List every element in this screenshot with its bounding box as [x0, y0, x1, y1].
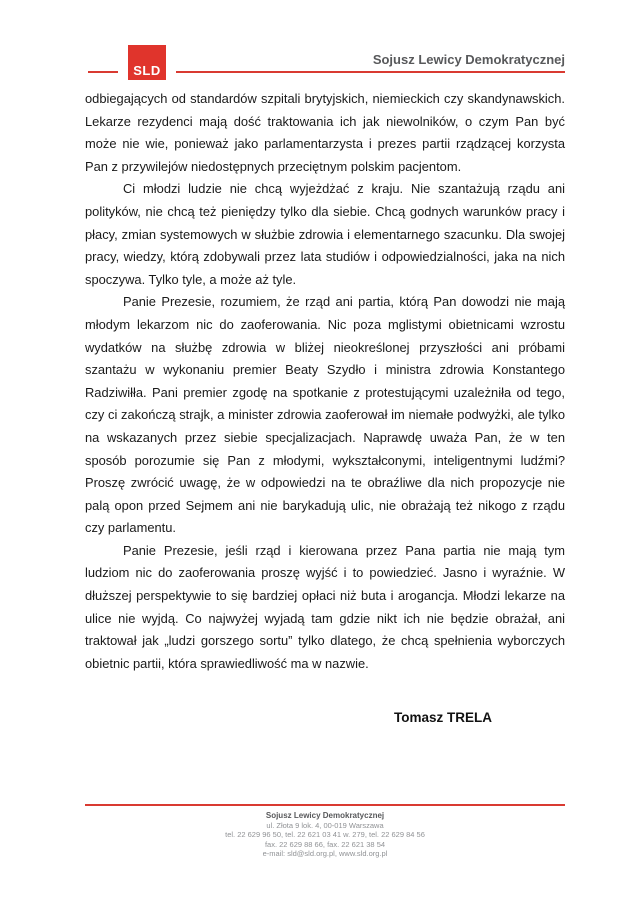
header-right-rule — [176, 71, 565, 73]
letter-body — [85, 88, 565, 675]
paragraph: Ci młodzi ludzie nie chcą wyjeżdżać z kraju. Nie szantażują rządu ani polityków, nie chcą też pieniędzy tylko dla siebie. Chcą godnych warunków pracy i płacy, zmian systemowych w służbie zdrowia i elementarnego szacunku. Dla swojej pracy, wiedzy, którą zdobywali przez lata studiów i odpowiedzialności, jaka na nich spoczywa. Tylko tyle, a może aż tyle. — [85, 181, 565, 287]
letter-footer — [85, 804, 565, 859]
footer-rule — [85, 804, 565, 806]
footer-faxes: fax. 22 629 88 66, fax. 22 621 38 54 — [264, 839, 386, 849]
footer-org-name: Sojusz Lewicy Demokratycznej — [265, 811, 385, 820]
footer-email-web: e-mail: sld@sld.org.pl, www.sld.org.pl — [262, 849, 388, 858]
signature-name: Tomasz TRELA — [393, 710, 492, 725]
paragraph: Panie Prezesie, jeśli rząd i kierowana przez Pana partia nie mają tym ludziom nic do zaoferowania proszę wyjść i to powiedzieć. Jasno i wyraźnie. W dłuższej perspektywie to się bardziej opłaci niż buta i arogancja. Młodzi lekarze na ulice nie wyjdą. Co najwyżej wyjadą tam gdzie nikt ich nie będzie obrażał, ani traktował jak „ludzi gorszego sortu” tylko dlatego, że chcą spełnienia wyborczych obietnic partii, która sprawiedliwość ma w nazwie. — [85, 542, 565, 671]
header-party-name: Sojusz Lewicy Demokratycznej — [372, 52, 565, 67]
paragraph: Panie Prezesie, rozumiem, że rząd ani partia, którą Pan dowodzi nie mają młodym lekarzom nic do zaoferowania. Nic poza mglistymi obietnicami wzrostu wydatków na służbę zdrowia w bliżej nieokreślonej przyszłości ani próbami szantażu w wykonaniu premier Beaty Szydło i ministra zdrowia Konstantego Radziwiłła. Pani premier zgodę na spotkanie z protestującymi uzależniła od tego, czy ci zakończą strajk, a minister zdrowia zaoferował im niemałe podwyżki, ale tylko na wskazanych przez siebie specjalizacjach. Naprawdę uważa Pan, że w ten sposób porozumie się Pan z młodymi, wykształconymi, inteligentnymi ludźmi? Proszę zwrócić uwagę, że w odpowiedzi na te obraźliwe dla nich propozycje nie palą opon przed Sejmem ani nie barykadują ulic, nie obrażają też nikogo z rządu czy parlamentu. — [85, 294, 565, 536]
footer-phones: tel. 22 629 96 50, tel. 22 621 03 41 w. 279, tel. 22 629 84 56 — [225, 830, 425, 839]
footer-address: ul. Złota 9 lok. 4, 00-019 Warszawa — [266, 820, 384, 830]
sld-logo — [128, 45, 166, 80]
paragraph: odbiegających od standardów szpitali brytyjskich, niemieckich czy skandynawskich. Lekarze rezydenci mają dość traktowania ich jak niewolników, o czym Pan być może nie wie, ponieważ jako parlamentarzysta i prezes partii rządzącej korzysta Pan z przywilejów niedostępnych przeciętnym polskim pacjentom. — [85, 91, 565, 174]
sld-logo-text: SLD — [133, 63, 161, 78]
header-left-rule — [88, 71, 118, 73]
